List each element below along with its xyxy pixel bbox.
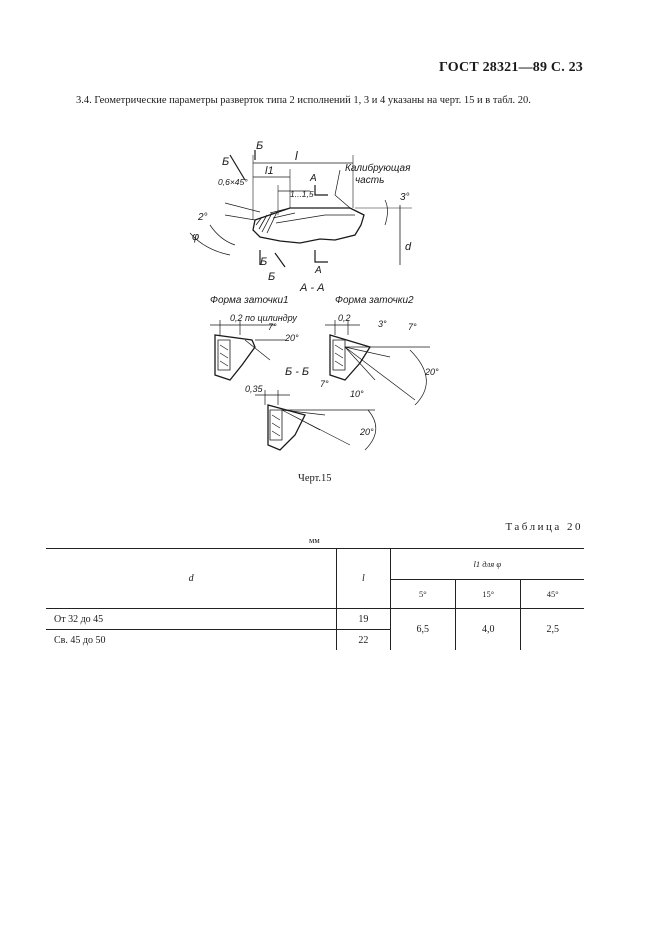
col-phi-15: 15° bbox=[456, 580, 521, 609]
table-title: Таблица 20 bbox=[505, 521, 583, 533]
drawing-caption: Черт.15 bbox=[298, 473, 332, 484]
row2-d: Св. 45 до 50 bbox=[46, 630, 337, 651]
form1-profile bbox=[215, 335, 255, 380]
form2-profile bbox=[330, 335, 370, 380]
label-bb-20: 20° bbox=[360, 427, 374, 437]
label-form1: Форма заточки1 bbox=[210, 295, 289, 306]
label-calib2: часть bbox=[355, 175, 385, 186]
intro-paragraph: 3.4. Геометрические параметры разверток типа 2 исполнений 1, 3 и 4 указаны на черт. 15 и в табл. 20. bbox=[76, 95, 531, 106]
col-phi-45: 45° bbox=[521, 580, 584, 609]
label-section-aa: А - А bbox=[300, 282, 325, 294]
label-f2-20: 20° bbox=[425, 367, 439, 377]
label-bb-10: 10° bbox=[350, 389, 364, 399]
edge-hatching bbox=[256, 212, 277, 233]
label-f1-7: 7° bbox=[268, 322, 277, 332]
table-units: мм bbox=[309, 535, 320, 545]
label-section-bb: Б - Б bbox=[285, 366, 310, 378]
section-b-mark bbox=[230, 150, 285, 267]
label-bb-7: 7° bbox=[320, 379, 329, 389]
label-ang3: 3° bbox=[400, 192, 410, 203]
row2-l: 22 bbox=[337, 630, 390, 651]
label-d: d bbox=[405, 241, 412, 253]
label-b2: Б bbox=[222, 156, 230, 168]
label-ang2: 2° bbox=[198, 212, 208, 223]
drawing-15 bbox=[150, 125, 450, 470]
label-l: l bbox=[295, 149, 298, 163]
merged-phi-5: 6,5 bbox=[390, 609, 455, 651]
col-d-header: d bbox=[46, 549, 337, 609]
merged-phi-45: 2,5 bbox=[521, 609, 584, 651]
section-a-mark bbox=[315, 185, 328, 262]
merged-phi-15: 4,0 bbox=[456, 609, 521, 651]
label-l1: l1 bbox=[265, 165, 274, 177]
page-header: ГОСТ 28321—89 С. 23 bbox=[439, 60, 583, 75]
label-form2: Форма заточки2 bbox=[335, 295, 414, 306]
col-l-header: l bbox=[337, 549, 390, 609]
label-a1: А bbox=[310, 173, 317, 184]
row1-d: От 32 до 45 bbox=[46, 609, 337, 630]
label-f2-02: 0,2 bbox=[338, 313, 351, 323]
col-phi-5: 5° bbox=[390, 580, 455, 609]
label-b4: Б bbox=[268, 271, 276, 283]
label-f2-7: 7° bbox=[408, 322, 417, 332]
col-l1-header: l1 для φ bbox=[390, 549, 584, 580]
label-b3: Б bbox=[260, 256, 268, 268]
label-bb-035: 0,35 bbox=[245, 384, 263, 394]
label-calib1: Калибрующая bbox=[345, 163, 411, 174]
label-cyl: 0,2 по цилиндру bbox=[230, 313, 297, 323]
label-f1-20: 20° bbox=[285, 333, 299, 343]
label-f2-3: 3° bbox=[378, 319, 387, 329]
label-a2: А bbox=[315, 265, 322, 276]
label-phi: φ bbox=[192, 231, 200, 243]
row1-l: 19 bbox=[337, 609, 390, 630]
tool-body bbox=[253, 208, 364, 243]
label-b1: Б bbox=[256, 140, 264, 152]
label-land: 1...1,5 bbox=[290, 189, 314, 199]
table-20 bbox=[46, 548, 584, 650]
label-chamfer: 0,6×45° bbox=[218, 177, 248, 187]
